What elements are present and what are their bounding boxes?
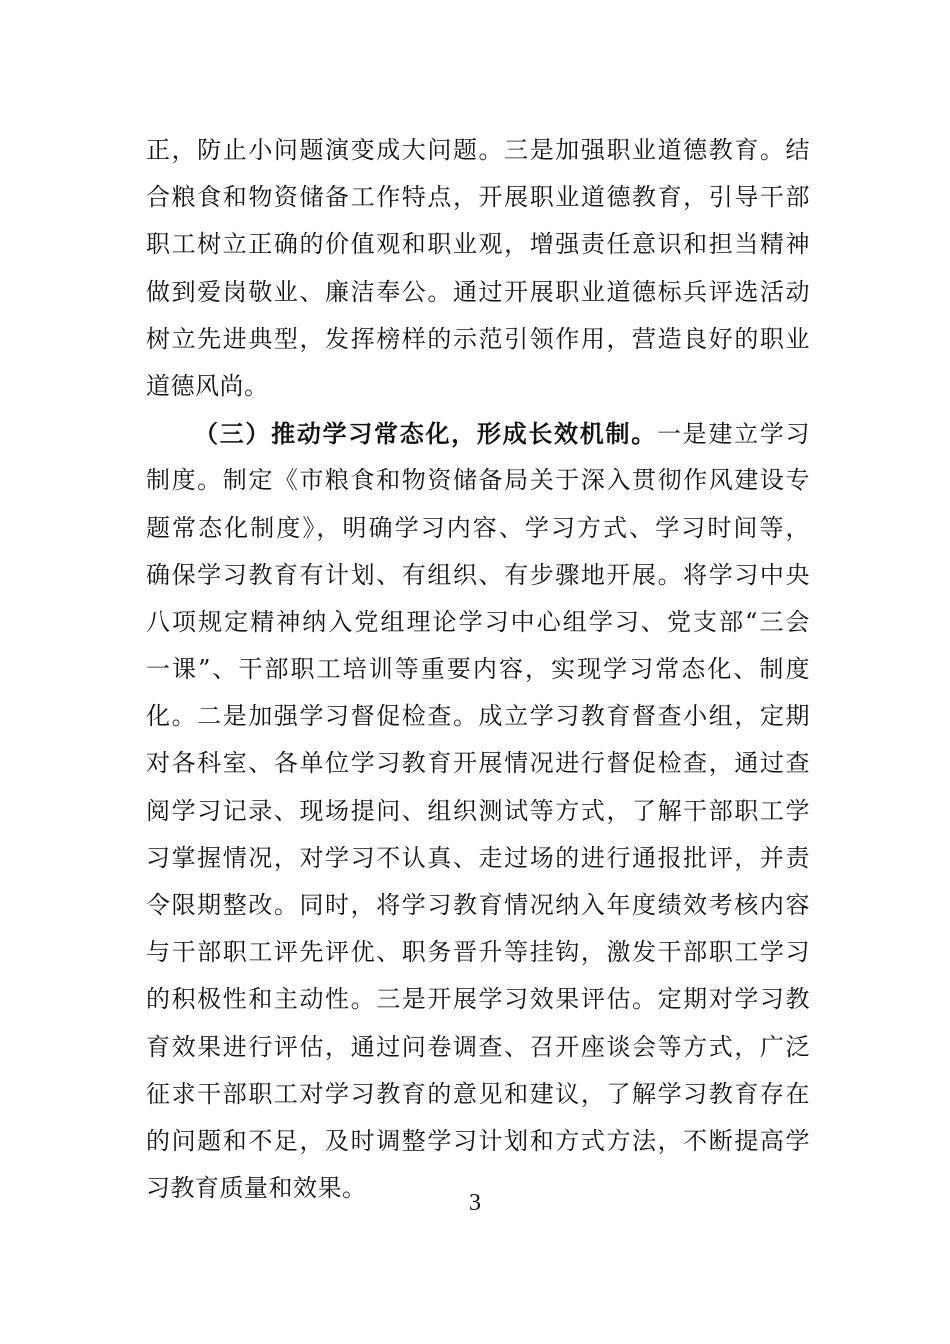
text-line: 制度。制定《市粮食和物资储备局关于深入贯彻作风建设专	[146, 466, 810, 495]
paragraph-continuation	[146, 127, 810, 410]
heading-tail-text: 一是建立学习	[656, 420, 811, 449]
text-line: 习教育质量和效果。	[146, 1174, 367, 1203]
section-heading-line	[146, 410, 810, 457]
text-line: 令限期整改。同时，将学习教育情况纳入年度绩效考核内容	[146, 891, 810, 919]
text-line: 的积极性和主动性。三是开展学习效果评估。定期对学习教	[146, 985, 810, 1014]
text-line: 道德风尚。	[146, 371, 269, 400]
text-line: 题常态化制度》，明确学习内容、学习方式、学习时间等，	[146, 513, 810, 542]
text-line: 化。二是加强学习督促检查。成立学习教育督查小组，定期	[146, 702, 810, 731]
page-number: 3	[469, 1190, 481, 1216]
text-line: 育效果进行评估，通过问卷调查、召开座谈会等方式，广泛	[146, 1032, 810, 1061]
text-line: 八项规定精神纳入党组理论学习中心组学习、党支部“三会	[146, 607, 810, 636]
text-line: 一课”、干部职工培训等重要内容，实现学习常态化、制度	[146, 655, 810, 684]
text-line: 合粮食和物资储备工作特点，开展职业道德教育，引导干部	[146, 183, 810, 212]
text-line: 确保学习教育有计划、有组织、有步骤地开展。将学习中央	[146, 560, 810, 589]
paragraph-section-three	[146, 410, 810, 1212]
section-heading: （三）推动学习常态化，形成长效机制。	[194, 419, 657, 449]
text-line: 阅学习记录、现场提问、组织测试等方式，了解干部职工学	[146, 796, 810, 825]
text-line: 征求干部职工对学习教育的意见和建议，了解学习教育存在	[146, 1079, 810, 1108]
text-line: 的问题和不足，及时调整学习计划和方式方法，不断提高学	[146, 1126, 810, 1155]
text-line: 正，防止小问题演变成大问题。三是加强职业道德教育。结	[146, 136, 810, 164]
text-line: 与干部职工评先评优、职务晋升等挂钩，激发干部职工学习	[146, 938, 810, 967]
text-line: 树立先进典型，发挥榜样的示范引领作用，营造良好的职业	[146, 324, 810, 353]
body-text	[146, 127, 810, 1212]
text-line: 做到爱岗敬业、廉洁奉公。通过开展职业道德标兵评选活动	[146, 277, 810, 306]
text-line: 习掌握情况，对学习不认真、走过场的进行通报批评，并责	[146, 843, 810, 872]
text-line: 对各科室、各单位学习教育开展情况进行督促检查，通过查	[146, 749, 810, 778]
text-line: 职工树立正确的价值观和职业观，增强责任意识和担当精神	[146, 230, 810, 259]
